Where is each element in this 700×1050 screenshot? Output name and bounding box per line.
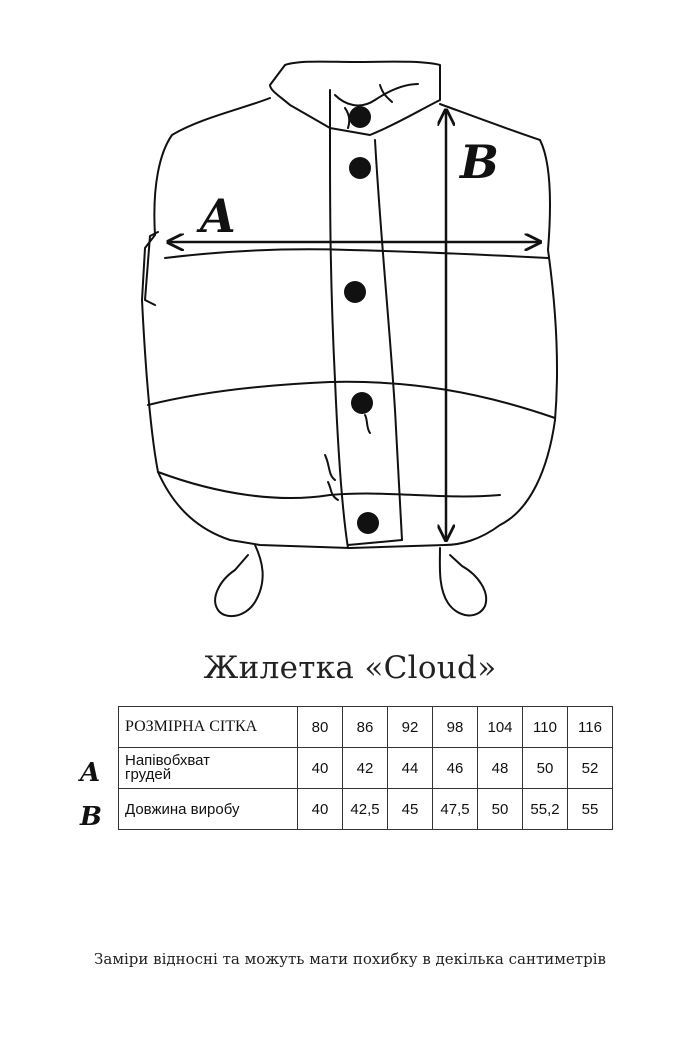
chest-value: 52: [568, 748, 613, 789]
row-marker-b: B: [80, 802, 102, 832]
size-table: [118, 706, 613, 830]
chest-value: 44: [388, 748, 433, 789]
measure-a-label: A: [200, 189, 236, 243]
chest-value: 48: [478, 748, 523, 789]
size-cell: 92: [388, 707, 433, 748]
size-cell: 86: [343, 707, 388, 748]
chest-label-line1: Напівобхват: [125, 752, 211, 769]
size-cell: 80: [298, 707, 343, 748]
chest-value: 46: [433, 748, 478, 789]
size-header-row: [119, 707, 613, 748]
length-value: 55,2: [523, 789, 568, 830]
chest-label-line2: грудей: [125, 766, 172, 783]
chest-row: [119, 748, 613, 789]
chest-value: 42: [343, 748, 388, 789]
measurement-disclaimer: Заміри відносні та можуть мати похибку в декілька сантиметрів: [94, 950, 606, 968]
length-value: 50: [478, 789, 523, 830]
length-value: 42,5: [343, 789, 388, 830]
length-label: Довжина виробу: [119, 789, 298, 830]
size-cell: 110: [523, 707, 568, 748]
length-value: 40: [298, 789, 343, 830]
product-title: Жилетка «Cloud»: [203, 650, 497, 686]
button-4: [351, 392, 373, 414]
measure-b-label: B: [460, 135, 499, 189]
length-value: 55: [568, 789, 613, 830]
size-cell: 98: [433, 707, 478, 748]
size-grid-header: РОЗМІРНА СІТКА: [119, 707, 298, 748]
vest-buttons: [344, 106, 379, 534]
chest-label: [119, 748, 298, 789]
size-cell: 104: [478, 707, 523, 748]
button-5: [357, 512, 379, 534]
button-1: [349, 106, 371, 128]
length-value: 45: [388, 789, 433, 830]
size-cell: 116: [568, 707, 613, 748]
chest-value: 50: [523, 748, 568, 789]
chest-value: 40: [298, 748, 343, 789]
button-2: [349, 157, 371, 179]
button-3: [344, 281, 366, 303]
row-marker-a: A: [80, 758, 101, 788]
length-value: 47,5: [433, 789, 478, 830]
length-row: [119, 789, 613, 830]
